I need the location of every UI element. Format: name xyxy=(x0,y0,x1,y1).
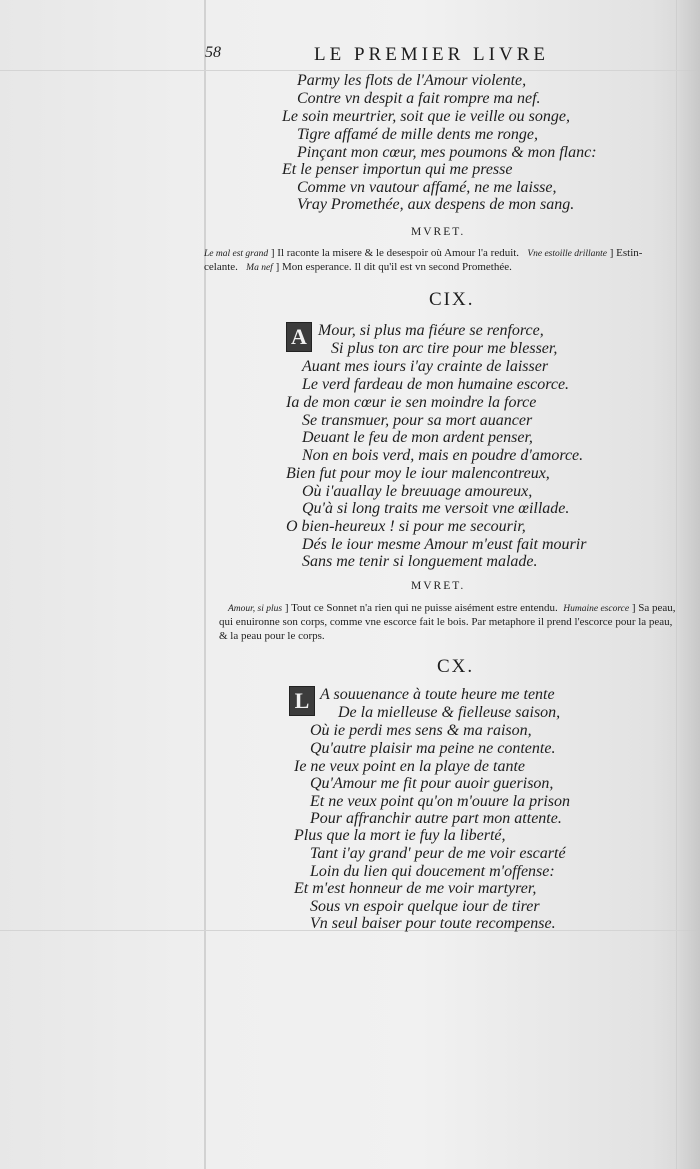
verse-line: Vn seul baiser pour toute recompense. xyxy=(310,915,556,932)
verse-line: Et ne veux point qu'on m'ouure la prison xyxy=(310,793,570,810)
commentary-lemma: Humaine escorce xyxy=(563,604,630,614)
verse-line: Qu'autre plaisir ma peine ne contente. xyxy=(310,740,556,757)
verse-line: A souuenance à toute heure me tente xyxy=(320,686,555,703)
commentary-heading: MVRET. xyxy=(411,226,466,238)
commentary-text: ] Il raconte la misere & le desespoir où Amour l'a reduit. xyxy=(268,247,520,259)
verse-line: Le soin meurtrier, soit que ie veille ou songe, xyxy=(282,108,570,125)
running-head: LE PREMIER LIVRE xyxy=(314,44,549,65)
verse-line: De la mielleuse & fielleuse saison, xyxy=(338,704,561,721)
verse-line: Qu'à si long traits me versoit vne œillade. xyxy=(302,500,570,517)
verse-line: Bien fut pour moy le iour malencontreux, xyxy=(286,465,550,482)
commentary-text: ] Mon esperance. Il dit qu'il est vn second Promethée. xyxy=(272,261,512,273)
verse-line: Tigre affamé de mille dents me ronge, xyxy=(297,126,538,143)
fold-line-top xyxy=(0,70,700,71)
verse-line: Vray Promethée, aux despens de mon sang. xyxy=(297,196,575,213)
verse-line: Loin du lien qui doucement m'offense: xyxy=(310,863,555,880)
verse-line: Si plus ton arc tire pour me blesser, xyxy=(331,340,558,357)
commentary-heading: MVRET. xyxy=(411,580,466,592)
verse-line: Ie ne veux point en la playe de tante xyxy=(294,758,526,775)
fold-line-vertical xyxy=(204,0,206,1169)
verse-line: Où i'auallay le breuuage amoureux, xyxy=(302,483,533,500)
commentary-lemma: Amour, si plus xyxy=(228,604,283,614)
commentary-lemma: Vne estoille drillante xyxy=(527,249,607,259)
verse-line: Pinçant mon cœur, mes poumons & mon flanc: xyxy=(297,144,597,161)
verse-line: Ia de mon cœur ie sen moindre la force xyxy=(286,394,537,411)
verse-line: Plus que la mort ie fuy la liberté, xyxy=(294,827,506,844)
verse-line: Où ie perdi mes sens & ma raison, xyxy=(310,722,532,739)
commentary-line: & la peau pour le corps. xyxy=(219,630,325,642)
verse-line: Qu'Amour me fit pour auoir guerison, xyxy=(310,775,554,792)
verse-line: Comme vn vautour affamé, ne me laisse, xyxy=(297,179,557,196)
commentary-line xyxy=(204,246,642,261)
commentary-line: qui enuironne son corps, comme vne escorce fait le bois. Par metaphore il prend l'escorce pour la peau, xyxy=(219,616,673,628)
verse-line: Et m'est honneur de me voir martyrer, xyxy=(294,880,537,897)
page-edge-shadow xyxy=(676,0,700,1169)
decorated-initial: A xyxy=(286,322,312,352)
sonnet-number: CX. xyxy=(437,656,475,677)
verse-line: Le verd fardeau de mon humaine escorce. xyxy=(302,376,570,393)
verse-line: Sans me tenir si longuement malade. xyxy=(302,553,538,570)
verse-line: Non en bois verd, mais en poudre d'amorce. xyxy=(302,447,584,464)
commentary-text: celante. xyxy=(204,261,238,273)
commentary-text: ] Tout ce Sonnet n'a rien qui ne puisse aisément estre entendu. xyxy=(282,602,558,614)
verse-line: Parmy les flots de l'Amour violente, xyxy=(297,72,527,89)
verse-line: Pour affranchir autre part mon attente. xyxy=(310,810,562,827)
verse-line: Sous vn espoir quelque iour de tirer xyxy=(310,898,540,915)
decorated-initial: L xyxy=(289,686,315,716)
commentary-lemma: Ma nef xyxy=(246,263,273,273)
verse-line: Et le penser importun qui me presse xyxy=(282,161,513,178)
verse-line: Dés le iour mesme Amour m'eust fait mourir xyxy=(302,536,587,553)
commentary-text: ] Estin- xyxy=(607,247,643,259)
sonnet-number: CIX. xyxy=(429,289,475,310)
commentary-line xyxy=(204,260,512,275)
page-number: 58 xyxy=(205,44,221,61)
verse-line: O bien-heureux ! si pour me secourir, xyxy=(286,518,526,535)
verse-line: Tant i'ay grand' peur de me voir escarté xyxy=(310,845,566,862)
verse-line: Mour, si plus ma fiéure se renforce, xyxy=(318,322,544,339)
verse-line: Se transmuer, pour sa mort auancer xyxy=(302,412,533,429)
verse-line: Auant mes iours i'ay crainte de laisser xyxy=(302,358,549,375)
verse-line: Contre vn despit a fait rompre ma nef. xyxy=(297,90,541,107)
commentary-line xyxy=(228,601,676,616)
verse-line: Deuant le feu de mon ardent penser, xyxy=(302,429,533,446)
commentary-lemma: Le mal est grand xyxy=(204,249,269,259)
commentary-text: ] Sa peau, xyxy=(629,602,676,614)
